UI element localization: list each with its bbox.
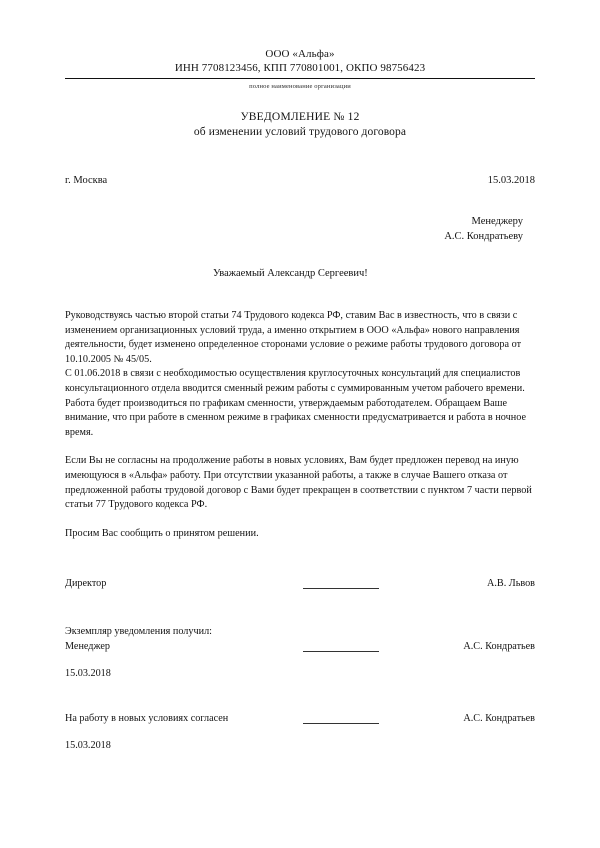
spacer (65, 682, 535, 712)
document-sheet (65, 0, 535, 753)
document-title-block (65, 110, 535, 140)
body-paragraph-3: Просим Вас сообщить о принятом решении. (65, 527, 259, 539)
city-label: г. Москва (65, 175, 108, 186)
document-title: УВЕДОМЛЕНИЕ № 12 (240, 111, 360, 123)
consent-block (65, 712, 535, 754)
letterhead-caption: полное наименование организации (249, 83, 351, 90)
spacer (65, 593, 535, 625)
body-paragraph-1b: С 01.06.2018 в связи с необходимостью осуществления круглосуточных консультаций для специалистов консультационного отдела вводится сменный режим работы с суммированным учетом рабочего времени. Работа будет производиться по графикам сменности, утверждаемым работодателем. Обращаем Ваше внимание, что при работе в сменном режиме в графиках сменности предусматривается и работа в ночное время. (65, 368, 527, 438)
receipt-name: А.С. Кондратьев (463, 640, 535, 652)
document-body (65, 309, 535, 541)
organization-name: ООО «Альфа» (265, 48, 335, 60)
signature-row-consent (65, 712, 535, 728)
receipt-label: Экземпляр уведомления получил: (65, 626, 212, 638)
spacer (65, 555, 535, 577)
greeting-line: Уважаемый Александр Сергеевич! (213, 268, 368, 279)
consent-name: А.С. Кондратьев (463, 712, 535, 724)
body-paragraph-1a: Руководствуясь частью второй статьи 74 Трудового кодекса РФ, ставим Вас в известность, что в связи с изменением организационных условий труда, а именно открытием в ООО «Альфа» нового направления деятельности, будет изменено определенное сторонами условие о режиме работы трудового договора от 10.10.2005 № 45/05. (65, 310, 522, 365)
body-paragraph-2: Если Вы не согласны на продолжение работы в новых условиях, Вам будет предложен перевод на иную имеющуюся в «Альфа» работу. При отсутствии указанной работы, а также в случае Вашего отказа от предложенной работы трудовой договор с Вами будет прекращен в соответствии с пунктом 7 части первой статьи 77 Трудового кодекса РФ. (65, 455, 532, 511)
addressee-position: Менеджеру (471, 216, 523, 227)
signature-row-receipt (65, 640, 535, 656)
letterhead-divider (65, 78, 535, 79)
addressee-name: А.С. Кондратьеву (444, 231, 523, 242)
addressee-block (65, 214, 535, 244)
receipt-block (65, 625, 535, 681)
consent-date: 15.03.2018 (65, 739, 111, 751)
signature-line (303, 588, 379, 589)
receipt-date: 15.03.2018 (65, 667, 111, 679)
signature-row-director (65, 577, 535, 593)
consent-label: На работу в новых условиях согласен (65, 712, 229, 724)
signature-line (303, 723, 379, 724)
director-position: Директор (65, 578, 107, 590)
signature-line (303, 651, 379, 652)
letterhead (65, 0, 535, 75)
place-date-row (65, 174, 535, 188)
document-subtitle: об изменении условий трудового договора (193, 126, 407, 138)
director-name: А.В. Львов (487, 578, 535, 590)
receipt-position: Менеджер (65, 640, 110, 652)
organization-requisites: ИНН 7708123456, КПП 770801001, ОКПО 98756423 (174, 62, 426, 74)
document-date: 15.03.2018 (487, 175, 535, 186)
